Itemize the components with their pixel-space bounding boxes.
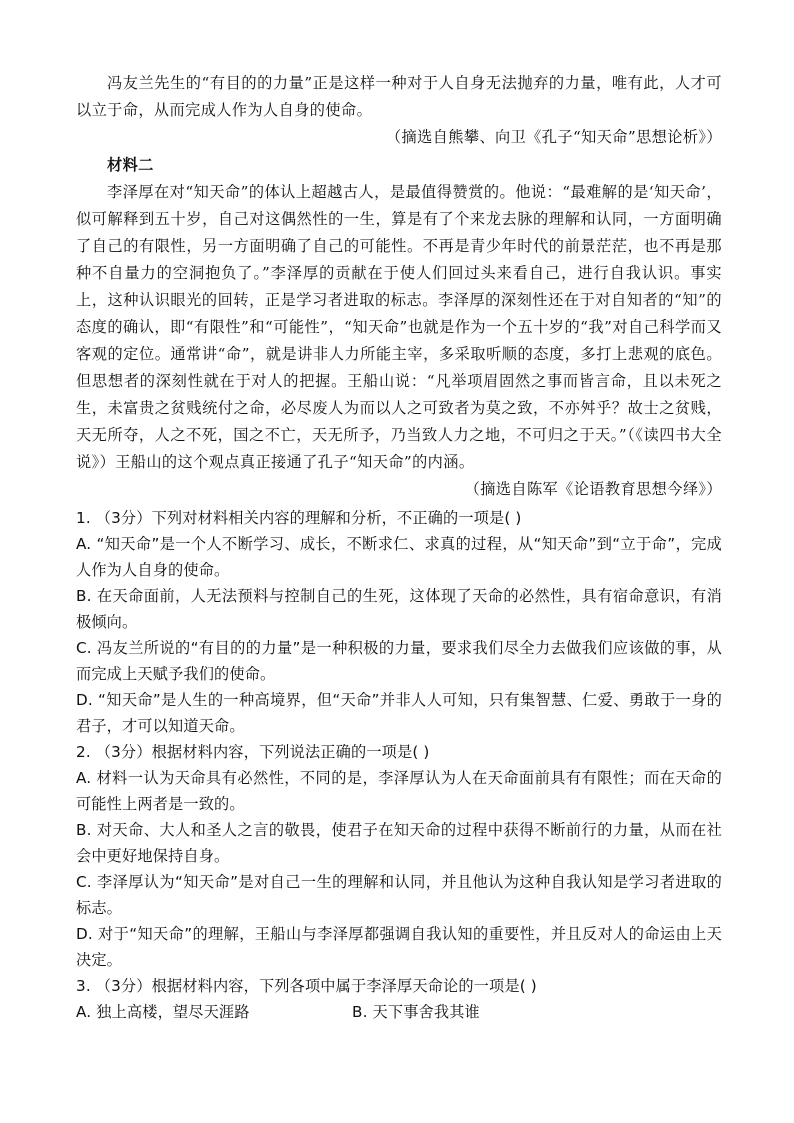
question-1: [76, 505, 722, 739]
question-stem: 2. （3分）根据材料内容，下列说法正确的一项是( ): [76, 743, 430, 761]
option-c: C. 冯友兰所说的“有目的的力量”是一种积极的力量，要求我们尽全力去做我们应该做的事，从而完成上天赋予我们的使命。: [76, 639, 722, 683]
option-b: B. 在天命面前，人无法预料与控制自己的生死，这体现了天命的必然性，具有宿命意识，有消极倾向。: [76, 587, 722, 631]
option-a: A. “知天命”是一个人不断学习、成长，不断求仁、求真的过程，从“知天命”到“立于命”，完成人作为人自身的使命。: [76, 535, 722, 579]
options-row: [76, 999, 722, 1025]
question-stem: 3. （3分）根据材料内容，下列各项中属于李泽厚天命论的一项是( ): [76, 977, 537, 995]
question-stem: 1. （3分）下列对材料相关内容的理解和分析，不正确的一项是( ): [76, 509, 522, 527]
option-a: A. 独上高楼，望尽天涯路: [76, 1003, 250, 1021]
option-d: D. 对于“知天命”的理解，王船山与李泽厚都强调自我认知的重要性，并且反对人的命运由上天决定。: [76, 925, 722, 969]
material2-title: 材料二: [107, 156, 154, 174]
material1-closing-paragraph: 冯友兰先生的“有目的的力量”正是这样一种对于人自身无法抛弃的力量，唯有此，人才可以立于命，从而完成人作为人自身的使命。: [76, 74, 722, 119]
option-b: B. 天下事舍我其谁: [352, 1003, 480, 1021]
material2-body: 李泽厚在对“知天命”的体认上超越古人，是最值得赞赏的。他说：“最难解的是‘知天命’，似可解释到五十岁，自己对这偶然性的一生，算是有了个来龙去脉的理解和认同，一方面明确了自己的有限性，另一方面明确了自己的可能性。不再是青少年时代的前景茫茫，也不再是那种不自量力的空洞抱负了。”李泽厚的贡献在于使人们回过头来看自己，进行自我认识。事实上，这种认识眼光的回转，正是学习者进取的标志。李泽厚的深刻性还在于对自知者的“知”的态度的确认，即“有限性”和“可能性”，“知天命”也就是作为一个五十岁的“我”对自己科学而又客观的定位。通常讲“命”，就是讲非人力所能主宰，多采取听顺的态度，多打上悲观的底色。但思想者的深刻性就在于对人的把握。王船山说：“凡举项眉固然之事而皆言命，且以未死之生，未富贵之贫贱统付之命，必尽废人为而以人之可致者为莫之致，不亦舛乎？故士之贫贱，天无所夺，人之不死，国之不亡，天无所予，乃当致人力之地，不可归之于天。”（《读四书大全说》）王船山的这个观点真正接通了孔子“知天命”的内涵。: [76, 183, 722, 471]
exam-page: [76, 70, 722, 1025]
question-3: [76, 973, 722, 1025]
material2-source: （摘选自陈军《论语教育思想今绎》）: [464, 480, 722, 498]
option-c: C. 李泽厚认为“知天命”是对自己一生的理解和认同，并且他认为这种自我认知是学习者进取的标志。: [76, 873, 722, 917]
option-b: B. 对天命、大人和圣人之言的敬畏，使君子在知天命的过程中获得不断前行的力量，从而在社会中更好地保持自身。: [76, 821, 722, 865]
option-a: A. 材料一认为天命具有必然性，不同的是，李泽厚认为人在天命面前具有有限性；而在天命的可能性上两者是一致的。: [76, 769, 722, 813]
question-2: [76, 739, 722, 973]
option-d: D. “知天命”是人生的一种高境界，但“天命”并非人人可知，只有集智慧、仁爱、勇敢于一身的君子，才可以知道天命。: [76, 691, 722, 735]
material1-source: （摘选自熊攀、向卫《孔子“知天命”思想论析》）: [385, 128, 722, 146]
